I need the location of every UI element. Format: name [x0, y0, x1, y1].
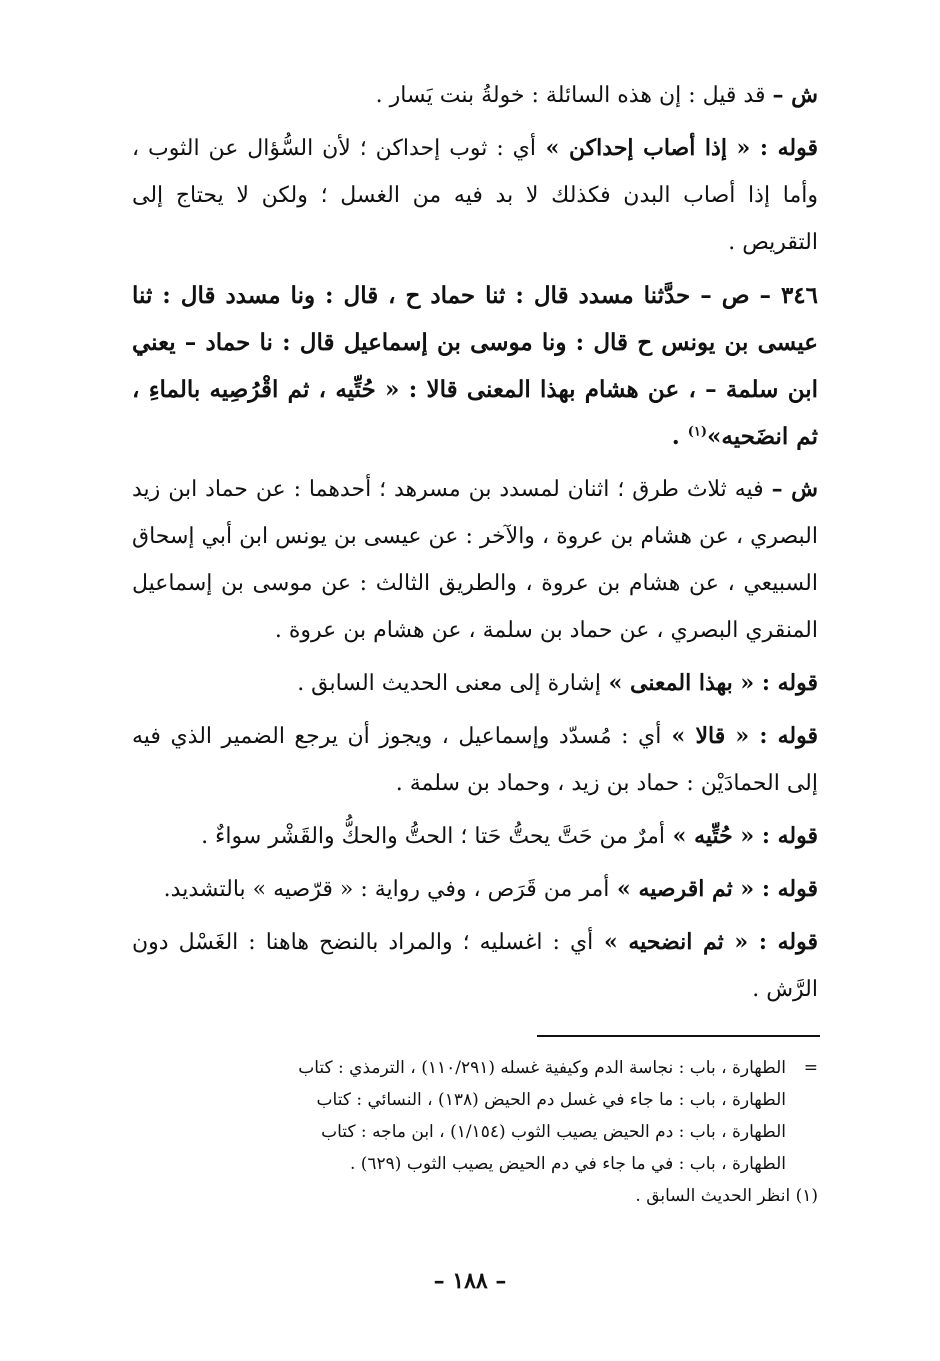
- paragraph-qawluhu-4: [132, 813, 818, 860]
- quoted-phrase: « ثم انضحيه »: [593, 929, 759, 955]
- footnote-continuation: [132, 1052, 818, 1180]
- paragraph-sharh-1: [132, 72, 818, 119]
- continuation-body: [132, 1052, 786, 1180]
- paragraph-text: أي : اغسليه ؛ والمراد بالنضح هاهنا : الغَسْل دون الرَّش .: [132, 930, 818, 1002]
- hadith-text: ٣٤٦ – ص – حدَّثنا مسدد قال : ثنا حماد ح ، قال : ونا مسدد قال : ثنا عيسى بن يونس ح قال : ونا موسى بن إسماعيل قال : نا حماد – يعني ابن سلمة – ، عن هشام بهذا المعنى قالا : « حُتِّيه ، ثم اقْرُصِيه بالماءِ ، ثم انضَحيه»: [132, 282, 818, 450]
- qawluhu-marker: قوله :: [758, 929, 818, 955]
- paragraph-qawluhu-2: [132, 660, 818, 707]
- footnote-line: الطهارة ، باب : دم الحيض يصيب الثوب (١/١٥٤) ، ابن ماجه : كتاب: [321, 1122, 786, 1142]
- footnote-ref: (١): [687, 424, 708, 440]
- paragraph-text: قد قيل : إن هذه السائلة : خولةُ بنت يَسار .: [375, 83, 773, 108]
- hadith-346: [132, 272, 818, 460]
- paragraph-text: أي : ثوب إحداكن ؛ لأن السُّؤال عن الثوب ، وأما إذا أصاب البدن فكذلك لا بد فيه من الغسل ؛ ولكن لا يحتاج إلى التقريص .: [132, 136, 818, 255]
- qawluhu-marker: قوله :: [761, 670, 818, 696]
- paragraph-text: أمر من قَرَص ، وفي رواية : « قرّصيه » بالتشديد.: [163, 877, 610, 902]
- footnote-separator: [537, 1035, 820, 1037]
- hadith-end: .: [671, 423, 688, 450]
- quoted-phrase: « بهذا المعنى »: [600, 670, 762, 696]
- quoted-phrase: « حُتِّيه »: [665, 823, 762, 849]
- paragraph-qawluhu-1: [132, 125, 818, 266]
- footnotes: [132, 1052, 818, 1212]
- paragraph-sharh-2: [132, 466, 818, 654]
- paragraph-text: أمرٌ من حَتَّ يحتُّ حَتا ؛ الحتُّ والحكُّ والقَشْر سواءٌ .: [201, 824, 666, 849]
- paragraph-qawluhu-6: [132, 919, 818, 1013]
- paragraph-text: أي : مُسدّد وإسماعيل ، ويجوز أن يرجع الضمير الذي فيه إلى الحمادَيْن : حماد بن زيد ، وحماد بن سلمة .: [132, 724, 818, 796]
- main-text: [132, 72, 818, 1019]
- footnote-line: الطهارة ، باب : ما جاء في غسل دم الحيض (١٣٨) ، النسائي : كتاب: [316, 1090, 786, 1110]
- qawluhu-marker: قوله :: [759, 135, 818, 161]
- qawluhu-marker: قوله :: [761, 876, 818, 902]
- paragraph-text: فيه ثلاث طرق ؛ اثنان لمسدد بن مسرهد ؛ أحدهما : عن حماد ابن زيد البصري ، عن هشام بن عروة ، والآخر : عن عيسى بن يونس ابن أبي إسحاق السبيعي ، عن هشام بن عروة ، والطريق الثالث : عن موسى بن إسماعيل المنقري البصري ، عن حماد بن سلمة ، عن هشام بن عروة .: [132, 477, 818, 643]
- paragraph-qawluhu-3: [132, 713, 818, 807]
- quoted-phrase: « ثم اقرصيه »: [609, 876, 762, 902]
- sharh-marker: ش –: [771, 476, 819, 502]
- page-number: – ١٨٨ –: [433, 1268, 507, 1294]
- sharh-marker: ش –: [772, 82, 818, 108]
- footnote-line: الطهارة ، باب : نجاسة الدم وكيفية غسله (١١٠/٢٩١) ، الترمذي : كتاب: [298, 1058, 786, 1078]
- quoted-phrase: « قالا »: [661, 723, 760, 749]
- qawluhu-marker: قوله :: [759, 723, 818, 749]
- paragraph-text: إشارة إلى معنى الحديث السابق .: [297, 671, 601, 696]
- qawluhu-marker: قوله :: [761, 823, 818, 849]
- quoted-phrase: « إذا أصاب إحداكن »: [536, 135, 760, 161]
- continuation-marker: =: [803, 1058, 818, 1078]
- paragraph-qawluhu-5: [132, 866, 818, 913]
- footnote-1: (١) انظر الحديث السابق .: [635, 1186, 818, 1206]
- footnote-line: الطهارة ، باب : في ما جاء في دم الحيض يصيب الثوب (٦٢٩) .: [349, 1154, 786, 1174]
